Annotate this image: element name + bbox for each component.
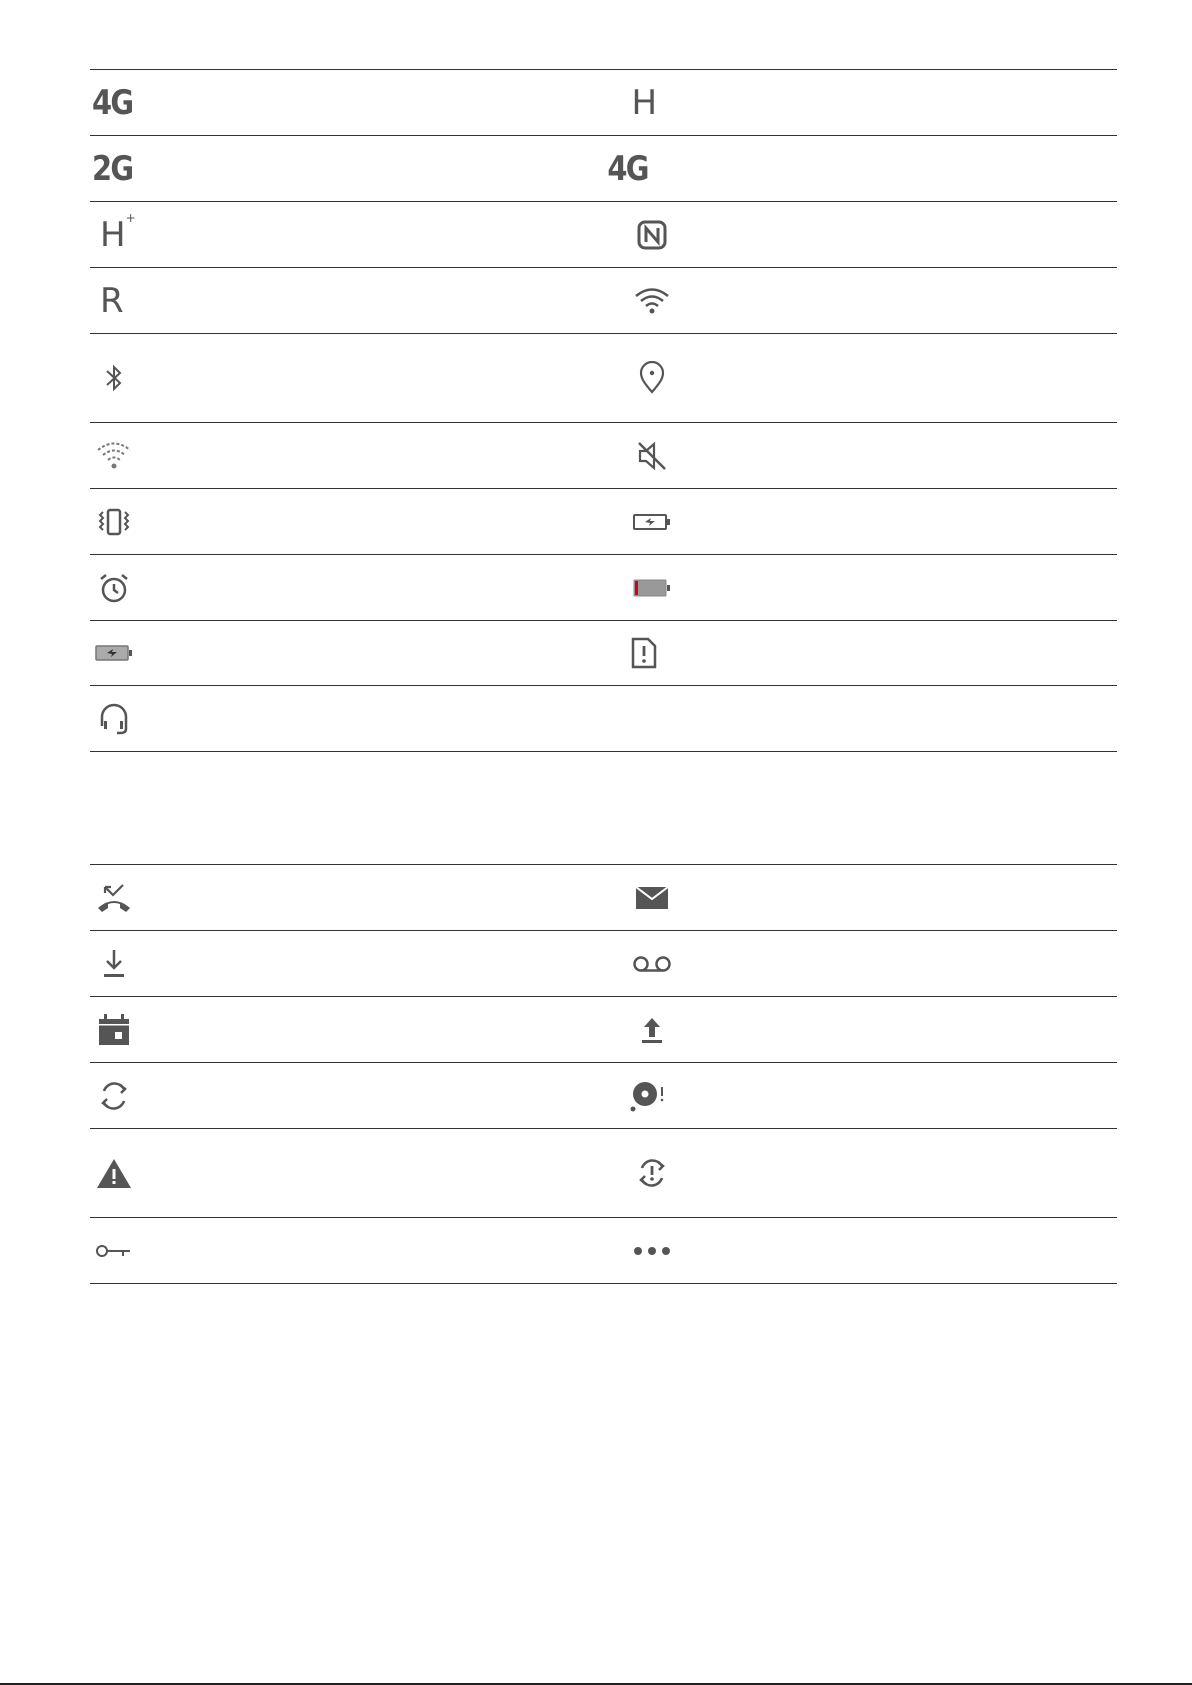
table-cell bbox=[90, 1063, 604, 1128]
table-row bbox=[90, 334, 1117, 423]
sync-failed-icon bbox=[630, 1151, 674, 1195]
table-cell bbox=[604, 1218, 1118, 1283]
vpn-key-icon bbox=[92, 1229, 136, 1273]
table-cell bbox=[604, 621, 1118, 685]
bluetooth-icon bbox=[92, 356, 136, 400]
table-cell bbox=[604, 1129, 1118, 1217]
2g-icon: 2G bbox=[92, 148, 133, 189]
table-cell bbox=[604, 865, 1118, 930]
table-row bbox=[90, 202, 1117, 268]
table-row bbox=[90, 489, 1117, 555]
table-cell bbox=[90, 931, 604, 996]
table-cell bbox=[604, 136, 1118, 201]
battery-charging-icon bbox=[630, 500, 674, 544]
table-cell bbox=[604, 686, 1118, 751]
table-cell bbox=[604, 334, 1118, 422]
table-cell bbox=[90, 555, 604, 620]
table-cell bbox=[90, 334, 604, 422]
table-row bbox=[90, 1129, 1117, 1218]
table-cell bbox=[90, 423, 604, 488]
table-row bbox=[90, 555, 1117, 621]
table-row bbox=[90, 423, 1117, 489]
4g-plus-icon: 4G bbox=[92, 82, 133, 123]
missed-call-icon bbox=[92, 876, 136, 920]
status-icons-table bbox=[90, 69, 1117, 752]
table-row bbox=[90, 865, 1117, 931]
table-row bbox=[90, 621, 1117, 686]
table-cell bbox=[604, 423, 1118, 488]
table-cell bbox=[90, 997, 604, 1062]
no-sim-icon bbox=[622, 631, 666, 675]
table-cell bbox=[604, 202, 1118, 267]
table-cell bbox=[604, 1063, 1118, 1128]
table-cell bbox=[604, 268, 1118, 333]
headset-icon bbox=[92, 697, 136, 741]
sync-icon bbox=[92, 1074, 136, 1118]
table-row bbox=[90, 1063, 1117, 1129]
table-row bbox=[90, 997, 1117, 1063]
table-cell bbox=[90, 621, 604, 685]
table-cell bbox=[604, 489, 1118, 554]
table-cell bbox=[90, 136, 604, 201]
alarm-icon bbox=[92, 566, 136, 610]
email-icon bbox=[630, 876, 674, 920]
h-icon: H bbox=[631, 82, 658, 123]
table-cell bbox=[90, 1129, 604, 1217]
table-row bbox=[90, 931, 1117, 997]
table-row bbox=[90, 1218, 1117, 1284]
wifi-hotspot-icon bbox=[92, 434, 136, 478]
battery-low-icon bbox=[630, 566, 674, 610]
vibrate-icon bbox=[92, 500, 136, 544]
roaming-icon: R bbox=[100, 280, 124, 321]
h-plus-icon: H+ bbox=[100, 210, 136, 255]
storage-full-icon bbox=[626, 1074, 670, 1118]
table-cell bbox=[90, 202, 604, 267]
more-icon bbox=[630, 1229, 674, 1273]
upload-icon bbox=[630, 1008, 674, 1052]
table-row bbox=[90, 136, 1117, 202]
table-cell bbox=[90, 865, 604, 930]
table-cell bbox=[604, 931, 1118, 996]
download-icon bbox=[92, 942, 136, 986]
table-cell bbox=[90, 268, 604, 333]
nfc-icon bbox=[630, 213, 674, 257]
table-cell bbox=[604, 555, 1118, 620]
table-row bbox=[90, 268, 1117, 334]
battery-full-charging-icon bbox=[92, 631, 136, 675]
table-cell bbox=[90, 686, 604, 751]
table-cell bbox=[604, 70, 1118, 135]
location-icon bbox=[630, 356, 674, 400]
table-cell bbox=[90, 70, 604, 135]
notification-icons-table bbox=[90, 864, 1117, 1284]
table-row bbox=[90, 686, 1117, 752]
mute-icon bbox=[630, 434, 674, 478]
table-row bbox=[90, 70, 1117, 136]
4g-icon: 4G bbox=[606, 148, 648, 189]
warning-icon bbox=[92, 1151, 136, 1195]
calendar-icon bbox=[92, 1008, 136, 1052]
wifi-icon bbox=[630, 279, 674, 323]
table-cell bbox=[604, 997, 1118, 1062]
table-cell bbox=[90, 489, 604, 554]
table-cell bbox=[90, 1218, 604, 1283]
voicemail-icon bbox=[630, 942, 674, 986]
